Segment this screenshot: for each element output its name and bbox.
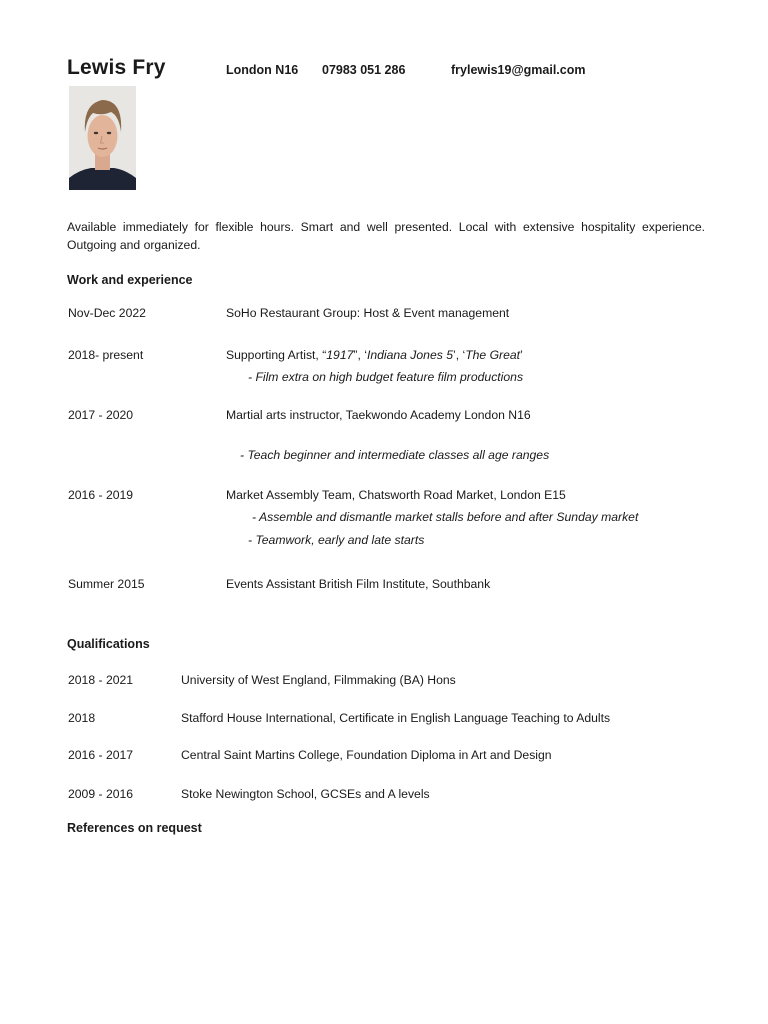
qualifications-heading: Qualifications <box>67 637 150 651</box>
work-detail: - Teach beginner and intermediate classes all age ranges <box>240 448 550 462</box>
qualification-date: 2016 - 2017 <box>68 748 134 762</box>
role-sep: ’ <box>520 348 523 362</box>
phone-number: 07983 051 286 <box>322 63 406 77</box>
work-date: Summer 2015 <box>68 577 145 591</box>
qualification-date: 2018 - 2021 <box>68 673 134 687</box>
role-sep: ’, ‘ <box>453 348 466 362</box>
work-detail: - Teamwork, early and late starts <box>248 533 425 547</box>
film-title: Indiana Jones 5 <box>366 348 453 362</box>
portrait-photo <box>69 86 136 190</box>
work-role: Market Assembly Team, Chatsworth Road Market, London E15 <box>226 488 566 502</box>
qualification-title: University of West England, Filmmaking (BA) Hons <box>181 673 456 687</box>
film-title: The Great <box>465 348 521 362</box>
references-note: References on request <box>67 821 202 835</box>
email-address: frylewis19@gmail.com <box>451 63 586 77</box>
portrait-photo-icon <box>69 86 136 190</box>
work-detail: - Film extra on high budget feature film productions <box>248 370 524 384</box>
role-prefix: Supporting Artist, “ <box>226 348 327 362</box>
qualification-date: 2018 <box>68 711 96 725</box>
work-role: SoHo Restaurant Group: Host & Event management <box>226 306 510 320</box>
work-role: Events Assistant British Film Institute, Southbank <box>226 577 491 591</box>
work-date: 2017 - 2020 <box>68 408 134 422</box>
film-title: 1917 <box>326 348 354 362</box>
work-date: 2018- present <box>68 348 144 362</box>
qualification-title: Central Saint Martins College, Foundation Diploma in Art and Design <box>181 748 552 762</box>
work-date: 2016 - 2019 <box>68 488 134 502</box>
role-sep: ”, ‘ <box>353 348 367 362</box>
work-role <box>226 348 523 362</box>
profile-summary: Available immediately for flexible hours. Smart and well presented. Local with extensive hospitality experience. Outgoing and organized. <box>67 220 705 252</box>
location: London N16 <box>226 63 299 77</box>
qualification-date: 2009 - 2016 <box>68 787 134 801</box>
qualification-title: Stoke Newington School, GCSEs and A levels <box>181 787 430 801</box>
work-heading: Work and experience <box>67 273 193 287</box>
candidate-name: Lewis Fry <box>67 56 166 79</box>
qualification-title: Stafford House International, Certificate in English Language Teaching to Adults <box>181 711 611 725</box>
work-role: Martial arts instructor, Taekwondo Academy London N16 <box>226 408 531 422</box>
work-detail: - Assemble and dismantle market stalls before and after Sunday market <box>252 510 639 524</box>
work-date: Nov-Dec 2022 <box>68 306 146 320</box>
